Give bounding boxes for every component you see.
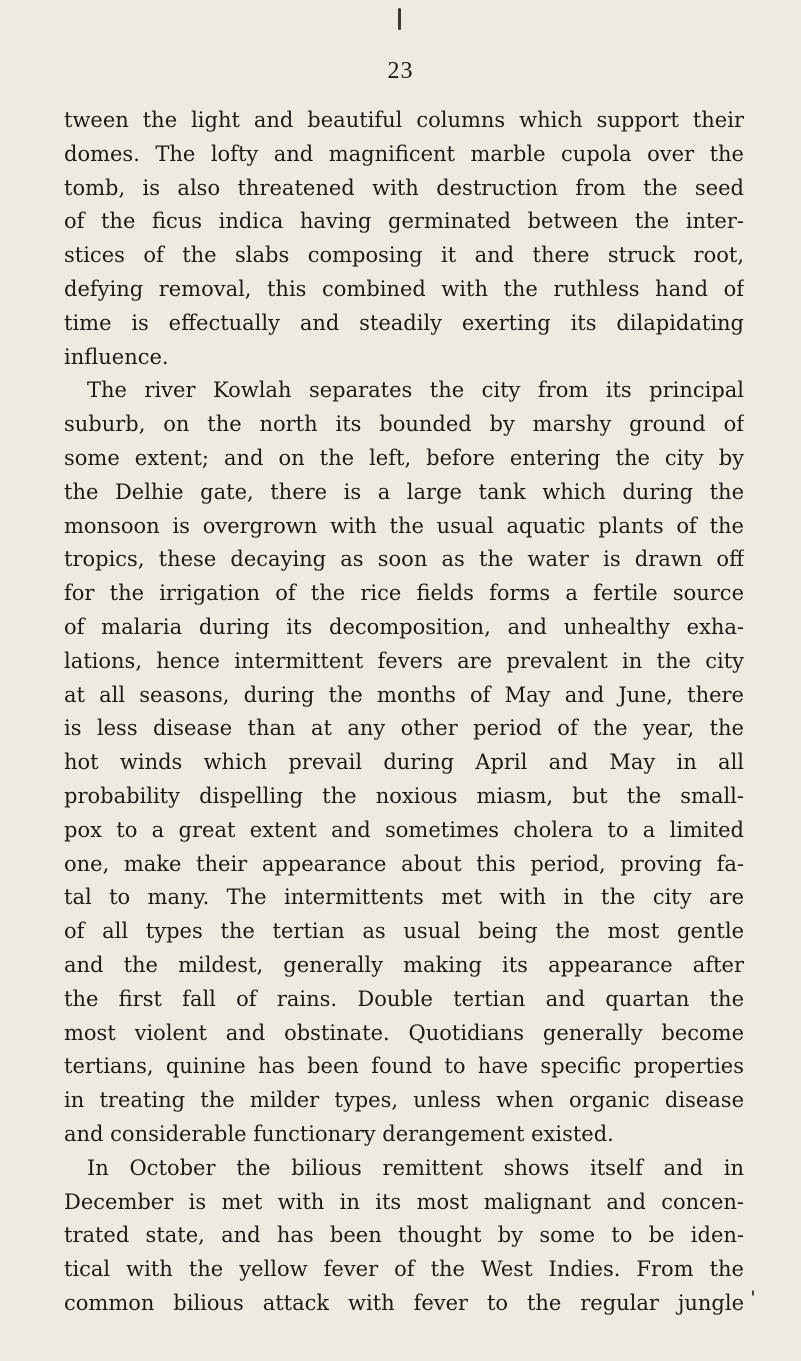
text-line: and the mildest, generally making its appearance after bbox=[64, 952, 744, 977]
text-line: hot winds which prevail during April and May in all bbox=[64, 750, 744, 775]
text-line: of the ficus indica having germinated between the inter- bbox=[64, 209, 744, 234]
text-line: December is met with in its most malignant and concen- bbox=[64, 1189, 744, 1214]
text-line: tal to many. The intermittents met with in the city are bbox=[64, 885, 744, 910]
text-line: most violent and obstinate. Quotidians generally become bbox=[64, 1020, 744, 1045]
text-line: tomb, is also threatened with destruction from the seed bbox=[64, 175, 744, 200]
page-number: 23 bbox=[387, 58, 414, 84]
text-line: The river Kowlah separates the city from its principal bbox=[87, 378, 744, 403]
text-line: probability dispelling the noxious miasm, but the small- bbox=[64, 783, 744, 808]
ink-speck-top bbox=[398, 8, 401, 30]
text-line: domes. The lofty and magnificent marble cupola over the bbox=[64, 141, 744, 166]
text-line: some extent; and on the left, before entering the city by bbox=[64, 445, 744, 470]
text-line: in treating the milder types, unless when organic disease bbox=[64, 1088, 744, 1113]
text-line: trated state, and has been thought by some to be iden- bbox=[64, 1223, 744, 1248]
text-line: time is effectually and steadily exerting its dilapidating bbox=[64, 310, 744, 335]
text-line: lations, hence intermittent fevers are prevalent in the city bbox=[64, 648, 744, 673]
text-line: tween the light and beautiful columns which support their bbox=[64, 108, 744, 132]
text-line: of malaria during its decomposition, and unhealthy exha- bbox=[64, 614, 744, 639]
text-line: tical with the yellow fever of the West Indies. From the bbox=[64, 1257, 744, 1282]
text-line: In October the bilious remittent shows itself and in bbox=[87, 1155, 744, 1180]
text-line: pox to a great extent and sometimes cholera to a limited bbox=[64, 817, 744, 842]
text-line: and considerable functionary derangement existed. bbox=[64, 1121, 614, 1146]
text-line: the first fall of rains. Double tertian and quartan the bbox=[64, 986, 744, 1011]
ink-speck-bottom bbox=[752, 1290, 754, 1296]
text-line: suburb, on the north its bounded by marshy ground of bbox=[64, 412, 744, 437]
text-line: one, make their appearance about this period, proving fa- bbox=[64, 851, 744, 876]
text-line: tertians, quinine has been found to have specific properties bbox=[64, 1054, 744, 1079]
text-line: influence. bbox=[64, 344, 169, 369]
text-line: for the irrigation of the rice fields forms a fertile source bbox=[64, 581, 744, 606]
text-line: tropics, these decaying as soon as the water is drawn off bbox=[64, 547, 744, 572]
text-line: common bilious attack with fever to the regular jungle bbox=[64, 1290, 744, 1315]
text-line: defying removal, this combined with the ruthless hand of bbox=[64, 276, 744, 301]
text-line: stices of the slabs composing it and there struck root, bbox=[64, 243, 744, 268]
body-text bbox=[64, 104, 744, 1321]
text-line: is less disease than at any other period of the year, the bbox=[64, 716, 744, 741]
text-line: at all seasons, during the months of May and June, there bbox=[64, 682, 744, 707]
text-line: monsoon is overgrown with the usual aquatic plants of the bbox=[64, 513, 744, 538]
text-line: of all types the tertian as usual being the most gentle bbox=[64, 919, 744, 944]
text-line: the Delhie gate, there is a large tank which during the bbox=[64, 479, 744, 504]
